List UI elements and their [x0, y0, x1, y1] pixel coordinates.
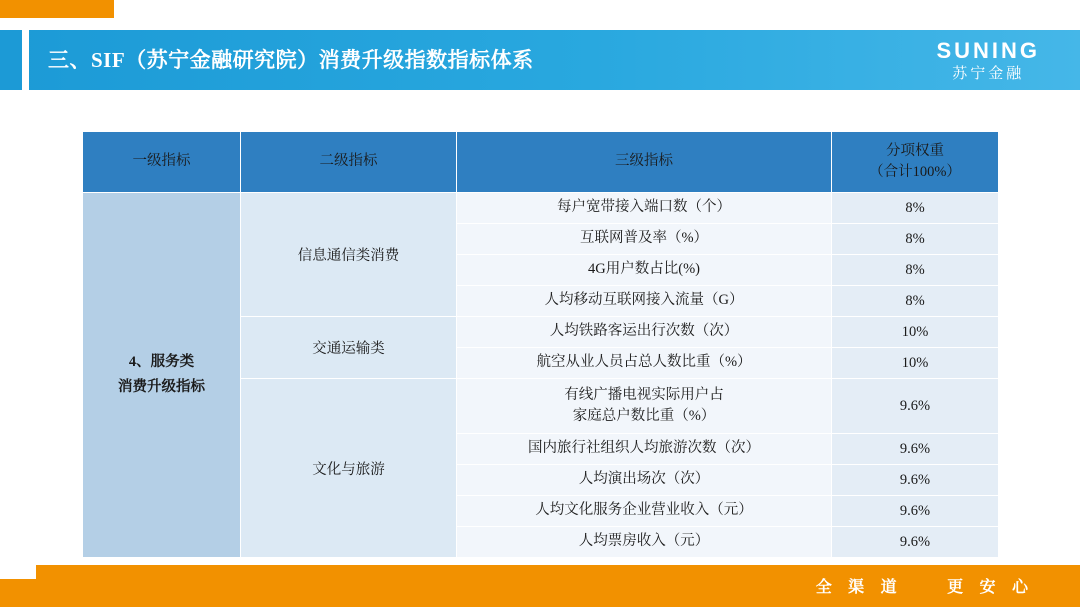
page-title: 三、SIF（苏宁金融研究院）消费升级指数指标体系 — [48, 48, 534, 72]
footer-slogan-left: 全 渠 道 — [815, 579, 903, 596]
level1-cell-service — [83, 193, 241, 558]
weight-cell: 9.6% — [832, 465, 999, 496]
footer-slogan — [782, 574, 1034, 597]
level3-cell: 人均铁路客运出行次数（次） — [457, 317, 832, 348]
column-header-level1: 一级指标 — [83, 132, 241, 193]
footer-left-notch — [0, 565, 36, 579]
weight-cell: 9.6% — [832, 434, 999, 465]
indicator-table — [82, 131, 999, 558]
column-header-weight-line2: （合计100%） — [869, 164, 961, 180]
level3-cell: 人均演出场次（次） — [457, 465, 832, 496]
level3-cell: 4G用户数占比(%) — [457, 255, 832, 286]
table-row — [83, 193, 999, 224]
footer-slogan-right: 更 安 心 — [947, 579, 1034, 596]
weight-cell: 8% — [832, 224, 999, 255]
level3-cell: 人均文化服务企业营业收入（元） — [457, 496, 832, 527]
logo-main-text: SUNING — [936, 38, 1040, 63]
level3-cell: 每户宽带接入端口数（个） — [457, 193, 832, 224]
level1-line1: 4、服务类 — [128, 354, 195, 371]
weight-cell: 10% — [832, 317, 999, 348]
column-header-weight-line1: 分项权重 — [886, 142, 944, 159]
column-header-level2: 二级指标 — [241, 132, 457, 193]
level2-cell-culture-tourism: 文化与旅游 — [241, 379, 457, 558]
level3-line1: 有线广播电视实际用户占 — [564, 386, 724, 403]
level2-cell-info-comm: 信息通信类消费 — [241, 193, 457, 317]
top-left-orange-bar — [0, 0, 114, 18]
weight-cell: 9.6% — [832, 379, 999, 434]
level3-cell: 航空从业人员占总人数比重（%） — [457, 348, 832, 379]
level3-cell: 互联网普及率（%） — [457, 224, 832, 255]
weight-cell: 8% — [832, 255, 999, 286]
column-header-level3: 三级指标 — [457, 132, 832, 193]
weight-cell: 8% — [832, 193, 999, 224]
weight-cell: 9.6% — [832, 527, 999, 558]
logo-sub-text: 苏宁金融 — [952, 65, 1025, 83]
weight-cell: 8% — [832, 286, 999, 317]
level3-cell: 人均票房收入（元） — [457, 527, 832, 558]
level1-line2: 消费升级指标 — [118, 379, 205, 395]
weight-cell: 9.6% — [832, 496, 999, 527]
suning-logo — [936, 38, 1040, 83]
level2-cell-transport: 交通运输类 — [241, 317, 457, 379]
level3-cell: 人均移动互联网接入流量（G） — [457, 286, 832, 317]
level3-cell — [457, 379, 832, 434]
table-header-row — [83, 132, 999, 193]
weight-cell: 10% — [832, 348, 999, 379]
header-accent-stripe — [22, 30, 29, 90]
column-header-weight — [832, 132, 999, 193]
indicator-table-wrapper — [82, 131, 998, 558]
level3-cell: 国内旅行社组织人均旅游次数（次） — [457, 434, 832, 465]
level3-line2: 家庭总户数比重（%） — [572, 408, 716, 424]
